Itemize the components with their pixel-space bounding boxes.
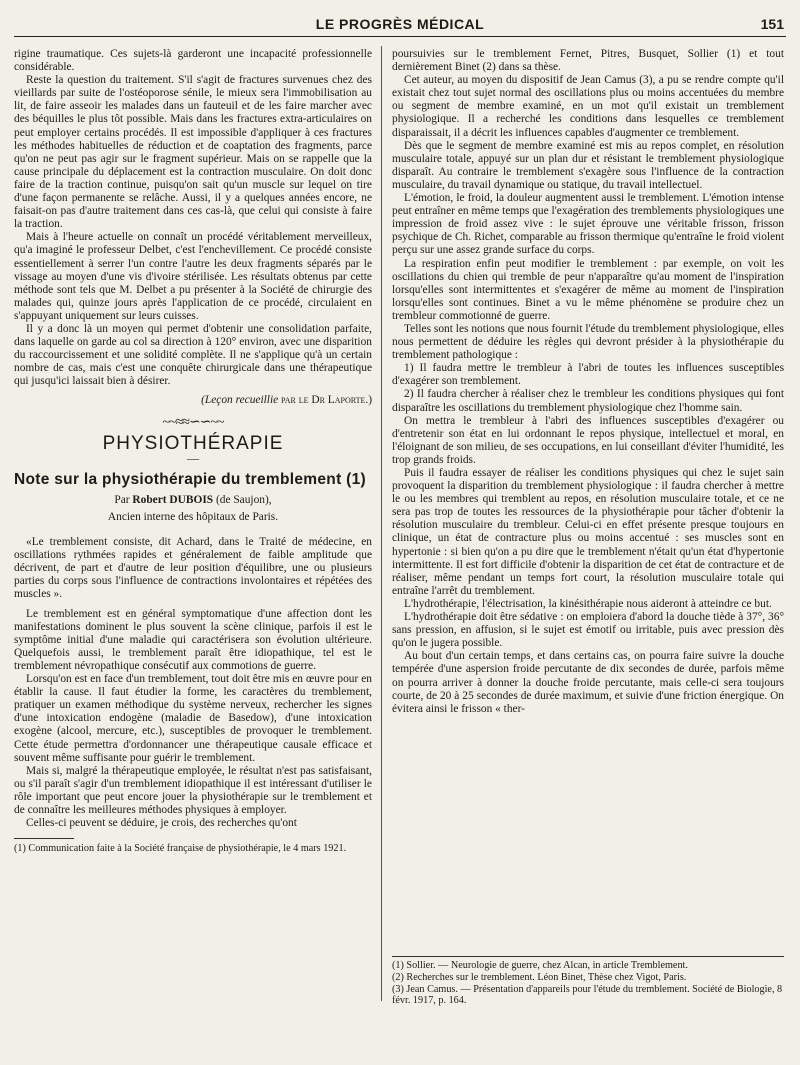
paragraph: poursuivies sur le tremblement Fernet, Pitres, Busquet, Sollier (1) et tout dernièrement Binet (2) dans sa thèse.: [392, 48, 784, 74]
paragraph: Cet auteur, au moyen du dispositif de Jean Camus (3), a pu se rendre compte qu'il existait chez tout sujet normal des oscillations plus ou moins accentuées du membre ou segment de membre examiné, en un mot qu'il existait un tremblement physiologique. Il a recherché les conditions dans lesquelles ce tremblement disparaissait, il a décrit les influences capables d'augmenter ce tremblement.: [392, 74, 784, 139]
right-footnotes: [392, 960, 784, 1007]
article-title: Note sur la physiothérapie du tremblement (1): [14, 470, 366, 488]
paragraph: Au bout d'un certain temps, et dans certains cas, on pourra faire suivre la douche tempérée d'une aspersion froide percutante de dix secondes de durée, parfois même on pourra arriver à donner la douche froide percutante, mais celle-ci sera toujours courte, de 20 à 25 secondes de durée maximum, et suivie d'une friction énergique. On évitera ainsi le frisson « ther-: [392, 650, 784, 715]
footnote: (1) Sollier. — Neurologie de guerre, chez Alcan, in article Tremblement.: [392, 960, 688, 971]
footnote: (1) Communication faite à la Société française de physiothérapie, le 4 mars 1921.: [14, 843, 347, 855]
page-header: [14, 14, 786, 37]
paragraph: Telles sont les notions que nous fournit l'étude du tremblement physiologique, elles nous permettent de déduire les règles qui devront présider à la physiothérapie du tremblement pathologique :: [392, 322, 784, 362]
section-dash: —: [187, 450, 199, 465]
opening-quote: «Le tremblement consiste, dit Achard, dans le Traité de médecine, en oscillations rythmées rapides et généralement de faible amplitude que décrivent, de part et d'autre de leur position d'équilibre, une ou plusieurs parties du corps sous l'influence de contractions involontaires et répétées des muscles ».: [14, 536, 372, 601]
footnote-rule: [14, 838, 74, 839]
rule-item: 1) Il faudra mettre le trembleur à l'abri de toutes les influences susceptibles d'exagérer son tremblement.: [392, 362, 784, 388]
paragraph: rigine traumatique. Ces sujets-là garderont une incapacité professionnelle considérable.: [14, 48, 372, 74]
byline: [14, 494, 372, 507]
source-suffix: par le Dr Laporte.): [281, 394, 372, 407]
paragraph: Celles-ci peuvent se déduire, je crois, des recherches qu'ont: [26, 817, 297, 830]
rule-item: 2) Il faudra chercher à réaliser chez le trembleur les conditions physiques qui font disparaître les oscillations du tremblement physiologique chez l'homme sain.: [392, 388, 784, 414]
left-column: [14, 48, 372, 855]
paragraph: On mettra le trembleur à l'abri des influences susceptibles d'exagérer ou d'entretenir son état en lui ordonnant le repos physique, intellectuel et moral, en l'éloignant de son milieu, de ses occupations, en lui conseillant d'éviter l'humidité, les trop grands froids.: [392, 414, 784, 466]
paragraph: Il y a donc là un moyen qui permet d'obtenir une consolidation parfaite, dans laquelle on garde au col sa direction à 120° environ, avec une disparition du raccourcissement et une solidité complète. Il ne s'applique qu'à un certain nombre de cas, mais c'est une conquête chirurgicale dans une thérapeutique qui jusqu'ici laissait bien à désirer.: [14, 322, 372, 388]
paragraph: Mais à l'heure actuelle on connaît un procédé véritablement merveilleux, qu'a imaginé le professeur Delbet, c'est l'enchevillement. Ce procédé consiste essentiellement à serrer l'un contre l'autre les deux fragments séparés par le vissage au moyen d'une vis d'ivoire stérilisée. Les résultats obtenus par cette méthode sont tels que M. Delbet a pu présenter à la Société de chirurgie des malades qui, quinze jours après l'application de ce procédé, circulaient en s'appuyant uniquement sur leurs cuisses.: [14, 231, 372, 322]
byline-suffix: (de Saujon),: [215, 493, 272, 506]
paragraph: Dès que le segment de membre examiné est mis au repos complet, en résolution musculaire totale, appuyé sur un plan dur et résistant le tremblement physiologique disparaît. Au contraire le tremblement s'exagère sous l'influence de la contraction musculaire, du travail dynamique ou statique, du travail intellectuel.: [392, 139, 784, 191]
footnote-rule: [392, 956, 784, 957]
paragraph: Le tremblement est en général symptomatique d'une affection dont les manifestations dominent le plus souvent la scène clinique, parfois il est le symptôme initial d'une maladie qui caractérisera son évolution ultérieure. Quelquefois aussi, le tremblement paraît être idiopathique, tel est le tremblement névropathique consécutif aux commotions de guerre.: [14, 607, 372, 672]
page-number: 151: [760, 16, 784, 32]
byline-prefix: Par: [114, 493, 130, 506]
paragraph: Reste la question du traitement. S'il s'agit de fractures survenues chez des vieillards par suite de l'ostéoporose sénile, le mieux sera l'immobilisation au lit, de faire asseoir les malades dans un fauteuil et de les faire marcher avec des béquilles le plus tôt possible. Mais dans les fractures extra-articulaires on peut employer certains procédés. Il est impossible d'appliquer à ces fractures les méthodes habituelles de réduction et de coaptation des fragments, parce qu'on ne peut pas agir sur le fragment supérieur. Mais on se rappelle que la cause principale du déplacement est la contraction musculaire. On doit donc faire de la traction continue, puisqu'on sait qu'un muscle sur lequel on tire d'une façon permanente se relâche. Aussi, il y a quelques années encore, ne faisait-on pas d'autre traitement dans ces cas-là, que celui qui consiste à faire la traction.: [14, 74, 372, 231]
paragraph: L'émotion, le froid, la douleur augmentent aussi le tremblement. L'émotion intense peut entraîner en même temps que l'exagération des tremblements physiologiques une impression de froid assez vive : le sujet éprouve une véritable frisson, frisson psychique de Ch. Richet, comparable au frisson thermique qu'entraîne le froid violent perçu sur une assez grande surface du corps.: [392, 192, 784, 257]
paragraph: L'hydrothérapie, l'électrisation, la kinésithérapie nous aideront à atteindre ce but.: [404, 597, 772, 610]
source-prefix: (Leçon recueillie: [201, 394, 279, 407]
author-affiliation: Ancien interne des hôpitaux de Paris.: [107, 511, 279, 523]
lecture-source: [14, 394, 372, 407]
footnote: (2) Recherches sur le tremblement. Léon Binet, Thèse chez Vigot, Paris.: [392, 971, 687, 983]
right-column: [392, 48, 784, 716]
paragraph: L'hydrothérapie doit être sédative : on emploiera d'abord la douche tiède à 37°, 36° sans pression, en affusion, si le sujet est émotif ou irritable, puis avec pression dès qu'on le jugera possible.: [392, 611, 784, 650]
paragraph: Puis il faudra essayer de réaliser les conditions physiques qui chez le sujet sain provoquent la disparition du tremblement physiologique : il faudra chercher à mettre le ou les membres qui tremblent au repos, en résolution musculaire totale, et ce ne sera pas trop de toutes les ressources de la physiothérapie pour tâcher d'obtenir la résolution musculaire du trembleur. Celui-ci en effet présente presque toujours en clinique, un état de contracture plus ou moins accentué : ses muscles sont en hypertonie : si bien qu'on a pu dire que le tremblement n'était qu'un état d'hypertonie intermittente. Il est fort difficile d'obtenir la disparition de cet état de contracture et de réaliser, même pendant un temps fort court, la résolution musculaire totale qui entraîne l'arrêt du tremblement.: [392, 467, 784, 597]
decorative-flourish: ~~≈≈∽∽~~: [162, 414, 224, 430]
paragraph: La respiration enfin peut modifier le tremblement : par exemple, on voit les oscillations du chien qui tremble de peur n'apparaître qu'au moment de l'inspiration lorsqu'elles sont intermittentes et s'exagérer de même au moment de l'inspiration lorsqu'elles sont continues. Binet a vu le même phénomène se produire chez un trembleur commotionné de guerre.: [392, 257, 784, 322]
column-divider: [381, 46, 382, 1001]
section-title: PHYSIOTHÉRAPIE: [102, 432, 284, 454]
footnote: (3) Jean Camus. — Présentation d'appareils pour l'étude du tremblement. Société de Biologie, 8 févr. 1917, p. 164.: [392, 983, 783, 1007]
paragraph: Lorsqu'on est en face d'un tremblement, tout doit être mis en œuvre pour en établir la cause. Il faut étudier la forme, les caractères du tremblement, pratiquer un examen méthodique du système nerveux, rechercher les signes d'une intoxication endogène (maladie de Basedow), d'une intoxication exogène (alcool, mercure, etc.), susceptibles de provoquer le tremblement. Cette étude permettra d'ordonnancer une thérapeutique causale efficace et souvent même suffisante pour guérir le tremblement.: [14, 673, 372, 764]
running-title: LE PROGRÈS MÉDICAL: [315, 16, 485, 32]
author-name: Robert DUBOIS: [132, 493, 214, 506]
paragraph: Mais si, malgré la thérapeutique employée, le résultat n'est pas satisfaisant, ou s'il paraît s'agir d'un tremblement idiopathique il est intéressant d'utiliser le rôle important que peut encore jouer la physiothérapie sur le tremblement et de connaître les meilleures méthodes physiques à employer.: [14, 764, 372, 816]
